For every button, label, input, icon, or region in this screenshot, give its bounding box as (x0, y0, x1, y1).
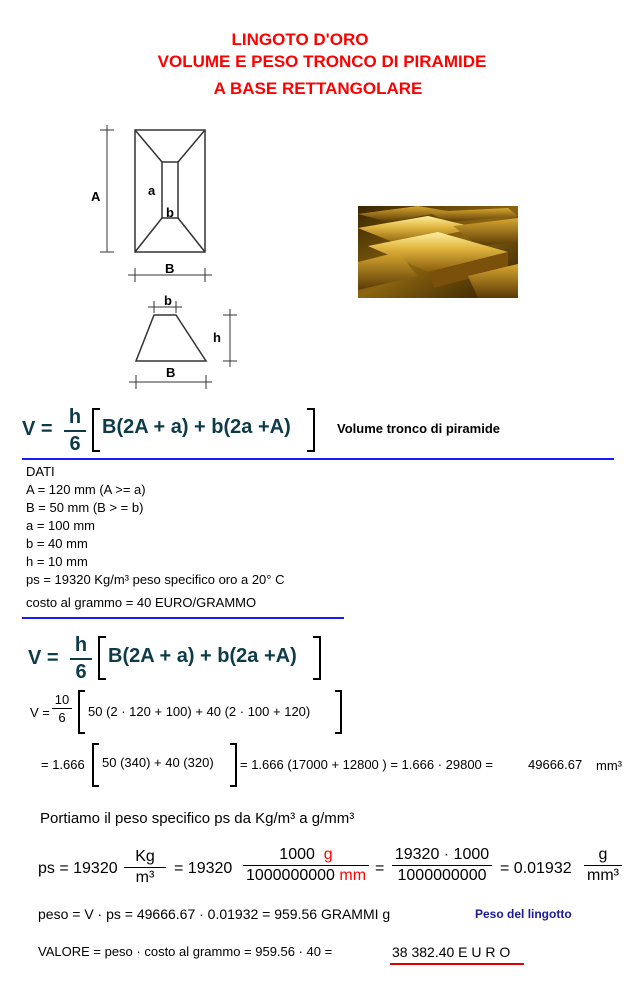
formula1-right-bracket (307, 408, 315, 452)
formula4-unit: mm³ (596, 758, 622, 773)
fraction-bar (64, 430, 86, 432)
title-line-3: A BASE RETTANGOLARE (213, 79, 423, 98)
formula1-v: V = (22, 418, 53, 440)
formula4-result: 49666.67 (528, 757, 583, 772)
conversion-1000: 1000 (279, 846, 315, 863)
top-view-diagram (90, 120, 220, 290)
formula2-six: 6 (75, 661, 87, 683)
conversion-ps: ps = 19320 (38, 860, 118, 877)
formula4-right-bracket (230, 743, 237, 787)
dati-h: h = 10 mm (26, 554, 88, 569)
formula4-tail: = 1.666 (17000 + 12800 ) = 1.666 · 29800 = (240, 757, 493, 772)
conversion-eq4: = 0.01932 (500, 860, 572, 877)
formula4-lead: = 1.666 (41, 757, 85, 772)
conversion-g: g (323, 846, 333, 863)
formula3-ten: 10 (54, 692, 70, 707)
conversion-fraction-g-mm3 (584, 846, 622, 885)
formula2-body: B(2A + a) + b(2a +A) (108, 645, 297, 667)
formula3-body: 50 (2 · 120 + 100) + 40 (2 · 100 + 120) (88, 704, 311, 719)
conversion-num2: 19320 · 1000 (394, 846, 490, 863)
dati-A: A = 120 mm (A >= a) (26, 482, 146, 497)
side-label-B: B (166, 365, 176, 380)
formula1-left-bracket (92, 408, 100, 452)
gold-bars-image (358, 206, 518, 298)
formula2-h: h (74, 634, 88, 656)
formula2-v: V = (28, 647, 59, 669)
peso-line: peso = V · ps = 49666.67 · 0.01932 = 959.56 GRAMMI g (38, 906, 391, 922)
conversion-text: Portiamo il peso specifico ps da Kg/m³ a g/mm³ (40, 810, 355, 827)
dati-a: a = 100 mm (26, 518, 96, 533)
formula4-left-bracket (92, 743, 99, 787)
dati-heading: DATI (26, 464, 55, 479)
fraction-bar (584, 865, 622, 866)
label-B: B (165, 261, 175, 276)
conversion-den: 1000000000 (245, 867, 335, 884)
fraction-bar (124, 867, 166, 868)
valore-underline (390, 963, 524, 965)
conversion-fraction-big (243, 846, 369, 885)
side-label-b: b (164, 293, 172, 308)
valore-result: 38 382.40 E U R O (392, 944, 511, 960)
conversion-g2: g (598, 846, 608, 863)
formula1-fraction (64, 406, 86, 456)
label-A: A (91, 189, 101, 204)
title-line-2: VOLUME E PESO TRONCO DI PIRAMIDE (157, 52, 487, 71)
label-a: a (148, 183, 156, 198)
dati-B: B = 50 mm (B > = b) (26, 500, 144, 515)
formula1-caption: Volume tronco di piramide (337, 421, 501, 436)
conversion-mm3: mm³ (587, 867, 619, 884)
formula3-v: V = (30, 705, 50, 720)
conversion-mm: mm (339, 867, 367, 884)
dati-b: b = 40 mm (26, 536, 88, 551)
formula3-right-bracket (335, 690, 342, 734)
side-view-diagram (124, 295, 244, 390)
formula3-six: 6 (58, 710, 66, 725)
formula2-left-bracket (98, 636, 106, 680)
conversion-kg: Kg (135, 848, 155, 865)
valore-line: VALORE = peso · costo al grammo = 959.56 · 40 = (38, 944, 333, 959)
conversion-fraction-kg-m3 (124, 848, 166, 887)
formula2-fraction (70, 634, 92, 684)
fraction-bar (243, 865, 369, 866)
conversion-m3: m³ (135, 869, 155, 886)
fraction-bar (52, 708, 72, 709)
peso-note: Peso del lingotto (475, 907, 572, 921)
formula2-right-bracket (313, 636, 321, 680)
formula1-h: h (68, 406, 82, 428)
conversion-eq3: = (375, 860, 385, 877)
formula3-fraction (52, 692, 72, 725)
conversion-eq2: = 19320 (174, 860, 233, 877)
formula1-body: B(2A + a) + b(2a +A) (102, 416, 291, 438)
conversion-den2: 1000000000 (397, 867, 487, 884)
conversion-fraction-2 (392, 846, 492, 885)
fraction-bar (392, 865, 492, 866)
divider-1 (22, 458, 614, 460)
formula4-body: 50 (340) + 40 (320) (102, 755, 214, 770)
side-label-h: h (213, 330, 221, 345)
title-line-1: LINGOTO D'ORO (231, 30, 369, 49)
label-b: b (166, 205, 174, 220)
dati-ps: ps = 19320 Kg/m³ peso specifico oro a 20° C (26, 572, 285, 587)
dati-costo: costo al grammo = 40 EURO/GRAMMO (26, 595, 257, 610)
divider-2 (22, 617, 344, 619)
formula1-six: 6 (69, 433, 81, 455)
formula3-left-bracket (78, 690, 85, 734)
fraction-bar (70, 658, 92, 660)
